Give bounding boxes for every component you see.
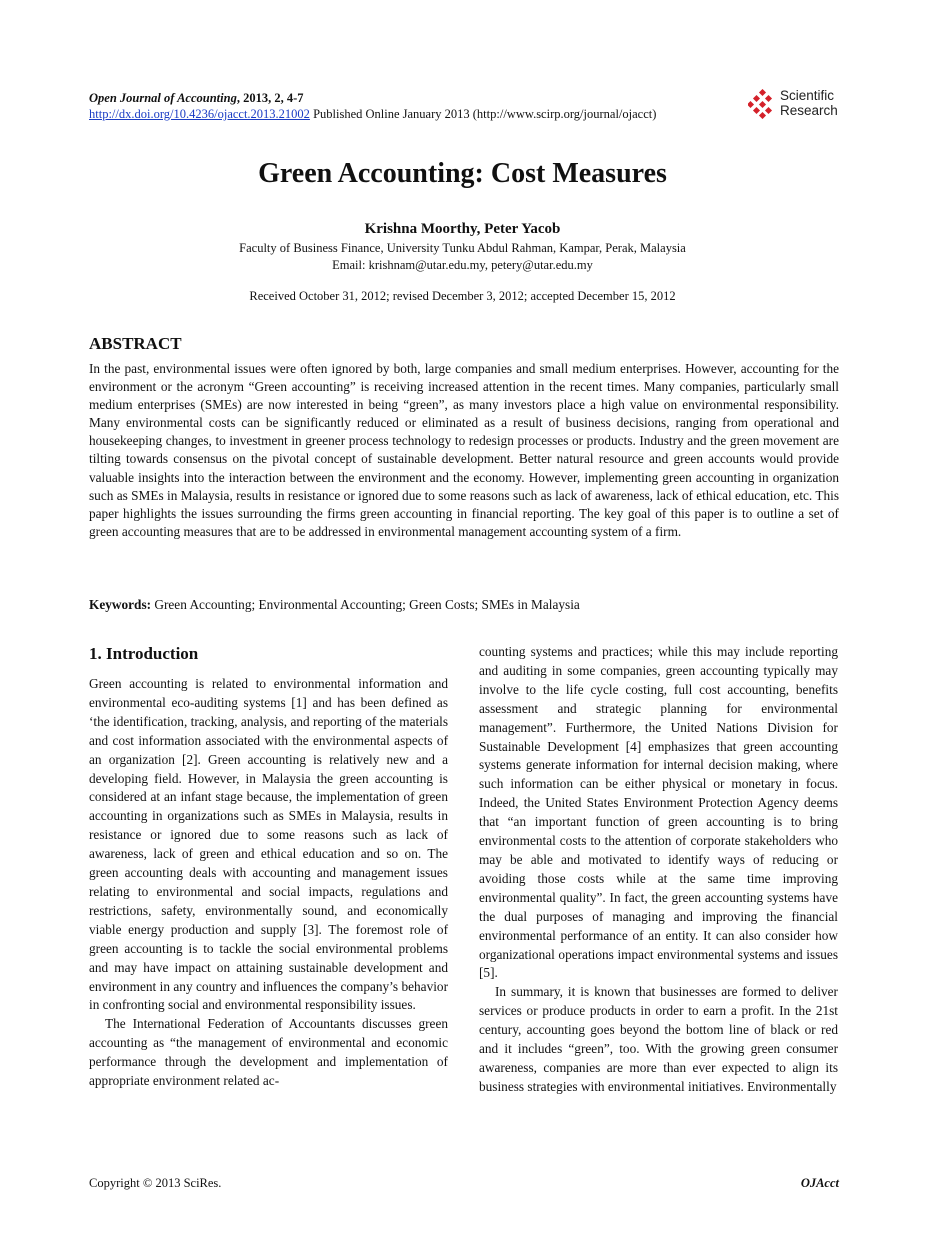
journal-abbreviation: OJAcct [800, 1176, 839, 1190]
affiliation: Faculty of Business Finance, University Tunku Abdul Rahman, Kampar, Perak, Malaysia [239, 241, 686, 255]
page-footer [89, 1176, 839, 1191]
received-dates: Received October 31, 2012; revised December 3, 2012; accepted December 15, 2012 [249, 289, 676, 303]
doi-link[interactable]: http://dx.doi.org/10.4236/ojacct.2013.21002 [89, 107, 310, 121]
paragraph: The International Federation of Accountants discusses green accounting as “the management of environmental and economic performance through the development and implementation of appropriate environment related ac- [89, 1016, 448, 1089]
right-column [479, 643, 838, 1097]
scientific-research-logo [748, 89, 848, 123]
journal-name: Open Journal of Accounting [89, 91, 237, 105]
keywords [89, 597, 580, 613]
abstract-heading: ABSTRACT [89, 334, 182, 353]
authors: Krishna Moorthy, Peter Yacob [364, 221, 561, 237]
paper-title: Green Accounting: Cost Measures [258, 158, 667, 189]
keywords-label: Keywords: [89, 597, 152, 612]
section-heading-introduction: 1. Introduction [89, 644, 199, 663]
paragraph: In summary, it is known that businesses are formed to deliver services or produce products in order to earn a profit. In the 21st century, accounting goes beyond the bottom line of black or red and it includes “green”, too. With the growing green consumer awareness, companies are more than ever expected to align its business strategies with environmental initiatives. Environmentally [479, 984, 838, 1094]
abstract-text: In the past, environmental issues were often ignored by both, large companies and small medium enterprises. However, accounting for the environment or the acronym “Green accounting” is receiving increased attention in the recent times. Many companies, particularly small medium enterprises (SMEs) are now interested in being “green”, as many investors place a high value on environmental responsibility. Many environmental costs can be significantly reduced or eliminated as a result of business decisions, ranging from operational and housekeeping changes, to investment in greener process technology to redesign processes or products. Industry and the green movement are tilting towards consensus on the pivotal concept of sustainable development. Better natural resource and green accounts would provide valuable insights into the interaction between the environment and the economy. However, implementing green accounting in organization such as SMEs in Malaysia, results in resistance or ignored due to some reasons such as lack of awareness, lack of ethical education, etc. This paper highlights the issues surrounding the firms green accounting in financial reporting. The key goal of this paper is to outline a set of green accounting measures that are to be addressed in environmental management accounting system of a firm. [89, 361, 839, 539]
paragraph: counting systems and practices; while this may include reporting and auditing in some companies, green accounting typically may involve to the life cycle costing, full cost accounting, benefits assessment and strategic planning for environmental management”. Furthermore, the United Nations Division for Sustainable Development [4] emphasizes that green accounting systems generate information for internal decision making, where such information can be either physical or monetary in focus. Indeed, the United States Environment Protection Agency deems that “an important function of green accounting is to bring environmental costs to the attention of corporate stakeholders who may be able and motivated to identify ways of reducing or avoiding those costs while at the same time improving environmental quality”. In fact, the green accounting systems have the dual purposes of managing and improving the financial environmental performance of an entity. It can also consider how organizational operations impact environmental systems and issues [5]. [479, 644, 838, 981]
keywords-list: Green Accounting; Environmental Accounting; Green Costs; SMEs in Malaysia [151, 597, 580, 612]
journal-header [89, 90, 656, 122]
logo-diamond-icon [748, 89, 778, 119]
left-column [89, 675, 448, 1091]
paragraph: Green accounting is related to environmental information and environmental eco-auditing systems [1] and has been defined as ‘the identification, tracking, analysis, and reporting of the materials and cost information associated with the environmental aspects of an organization [2]. Green accounting is relatively new and a developing field. However, in Malaysia the green accounting is considered at an infant stage because, the implementation of green accounting in organizations such as SMEs in Malaysia, results in resistance or ignored due to some reasons such as lack of awareness, lack of green and ethical education and so on. The green accounting deals with accounting and management issues relating to environmental and social impacts, regulations and restrictions, safety, environmentally sound, and economically viable energy production and supply [3]. The foremost role of green accounting is to tackle the social environmental problems and may have impact on attaining sustainable development and environment in any country and influences the company’s behavior in confronting social and environmental responsibility issues. [89, 676, 448, 1013]
logo-text: Scientific Research [780, 88, 838, 118]
copyright: Copyright © 2013 SciRes. [89, 1176, 222, 1190]
author-email: Email: krishnam@utar.edu.my, petery@utar.edu.my [332, 258, 593, 272]
journal-volume: , 2013, 2, 4-7 [236, 91, 304, 105]
published-info: Published Online January 2013 (http://www.scirp.org/journal/ojacct) [309, 107, 657, 121]
